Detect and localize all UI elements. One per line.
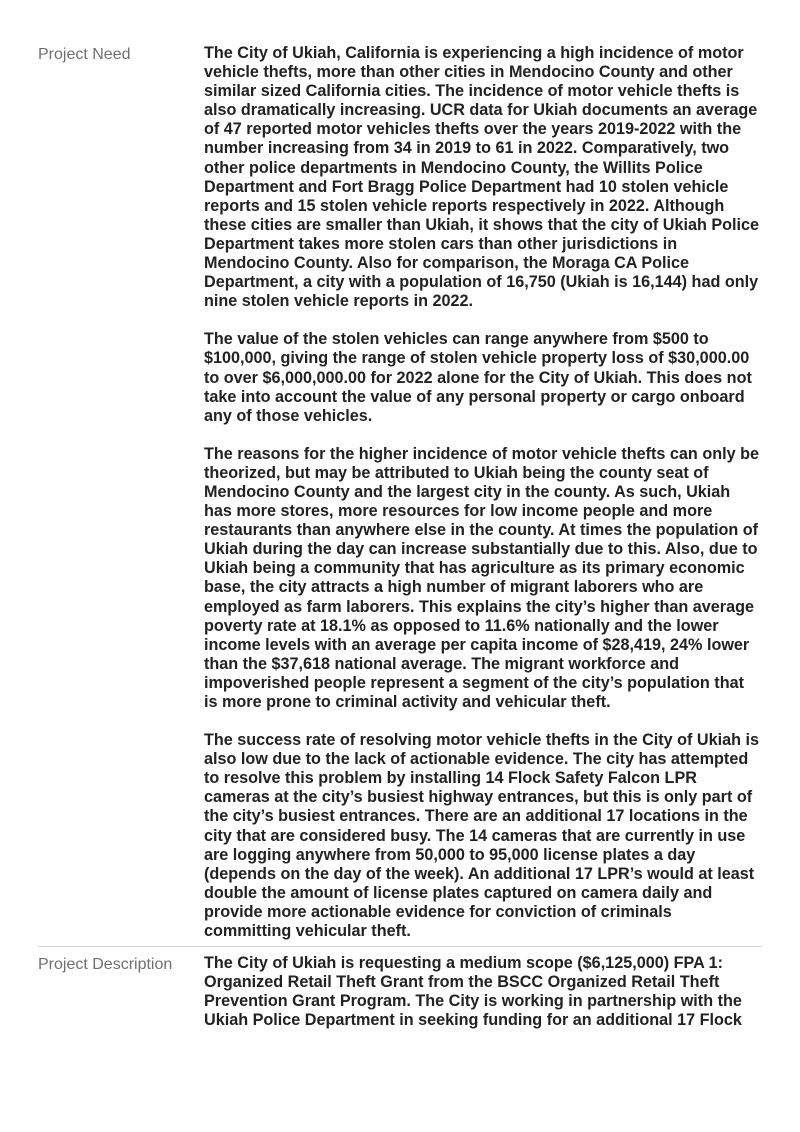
paragraph: The value of the stolen vehicles can range anywhere from $500 to $100,000, giving the range of stolen vehicle property loss of $30,000.00 to over $6,000,000.00 for 2022 alone for the City of Ukiah. This does not take into account the value of any personal property or cargo onboard any of those vehicles.: [204, 330, 752, 425]
section-project-description: [38, 946, 762, 1030]
section-content: [204, 954, 760, 1030]
paragraph: The success rate of resolving motor vehicle thefts in the City of Ukiah is also low due to the lack of actionable evidence. The city has attempted to resolve this problem by installing 14 Flock Safety Falcon LPR cameras at the city’s busiest highway entrances, but this is only part of the city’s busiest entrances. There are an additional 17 locations in the city that are considered busy. The 14 cameras that are currently in use are logging anywhere from 50,000 to 95,000 license plates a day (depends on the day of the week). An additional 17 LPR’s would at least double the amount of license plates captured on camera daily and provide more actionable evidence for conviction of criminals committing vehicular theft.: [204, 731, 760, 941]
document-page: [38, 44, 762, 1031]
section-project-need: [38, 44, 762, 941]
paragraph: The City of Ukiah is requesting a medium scope ($6,125,000) FPA 1: Organized Retail Theft Grant from the BSCC Organized Retail Theft Prevention Grant Program. The City is working in partnership with the Ukiah Police Department in seeking funding for an additional 17 Flock: [204, 954, 742, 1030]
paragraph: The City of Ukiah, California is experiencing a high incidence of motor vehicle thefts, more than other cities in Mendocino County and other similar sized California cities. The incidence of motor vehicle thefts is also dramatically increasing. UCR data for Ukiah documents an average of 47 reported motor vehicles thefts over the years 2019-2022 with the number increasing from 34 in 2019 to 61 in 2022. Comparatively, two other police departments in Mendocino County, the Willits Police Department and Fort Bragg Police Department had 10 stolen vehicle reports and 15 stolen vehicle reports respectively in 2022. Although these cities are smaller than Ukiah, it shows that the city of Ukiah Police Department takes more stolen cars than other jurisdictions in Mendocino County. Also for comparison, the Moraga CA Police Department, a city with a population of 16,750 (Ukiah is 16,144) had only nine stolen vehicle reports in 2022.: [204, 44, 760, 311]
section-content: [204, 44, 760, 941]
paragraph: The reasons for the higher incidence of motor vehicle thefts can only be theorized, but may be attributed to Ukiah being the county seat of Mendocino County and the largest city in the county. As such, Ukiah has more stores, more resources for low income people and more restaurants than anywhere else in the county. At times the population of Ukiah during the day can increase substantially due to this. Also, due to Ukiah being a community that has agriculture as its primary economic base, the city attracts a high number of migrant laborers who are employed as farm laborers. This explains the city’s higher than average poverty rate at 18.1% as opposed to 11.6% nationally and the lower income levels with an average per capita income of $28,419, 24% lower than the $37,618 national average. The migrant workforce and impoverished people represent a segment of the city’s population that is more prone to criminal activity and vehicular theft.: [204, 444, 759, 711]
section-label: Project Need: [38, 46, 131, 63]
section-label: Project Description: [38, 956, 173, 974]
